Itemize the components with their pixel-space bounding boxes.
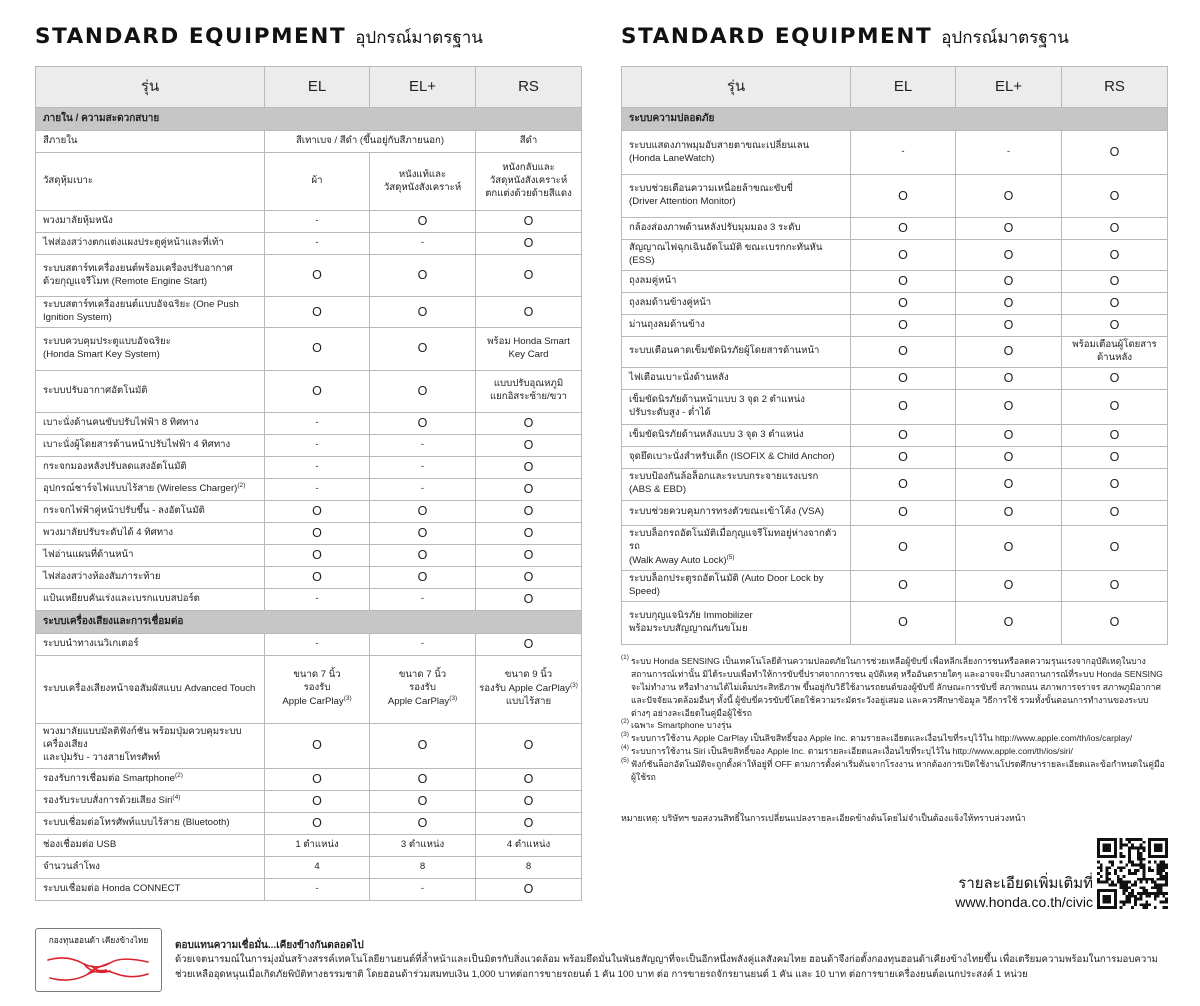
- table-row: [622, 292, 1168, 314]
- value-elplus: O: [370, 297, 476, 328]
- value-el: O: [851, 468, 956, 500]
- value-rs: O: [1062, 240, 1168, 271]
- value-rs: O: [476, 434, 582, 456]
- fund-text: [175, 939, 1175, 983]
- value-rs: O: [476, 566, 582, 588]
- table-row: [36, 255, 582, 297]
- value-elplus: O: [956, 367, 1062, 389]
- value-el: -: [265, 434, 370, 456]
- value-el: O: [851, 175, 956, 218]
- value-elplus: O: [370, 544, 476, 566]
- footnote-number: (1): [621, 654, 629, 661]
- value-elplus: -: [370, 233, 476, 255]
- feature-name: ระบบเครื่องเสียงหน้าจอสัมผัสแบบ Advanced Touch: [36, 655, 265, 723]
- table-row: [36, 153, 582, 211]
- table-row: [36, 723, 582, 768]
- value-el: O: [851, 336, 956, 367]
- heading-thai: อุปกรณ์มาตรฐาน: [355, 28, 483, 48]
- feature-name: ระบบนำทางเนวิเกเตอร์: [36, 633, 265, 655]
- table-row: [36, 500, 582, 522]
- value-elplus: O: [956, 446, 1062, 468]
- value-elplus: -: [370, 588, 476, 610]
- feature-name: รองรับการเชื่อมต่อ Smartphone$^{(2)}$: [36, 768, 265, 790]
- value-rs: แบบปรับอุณหภูมิ แยกอิสระซ้าย/ขวา: [476, 370, 582, 412]
- value-rs: O: [1062, 500, 1168, 525]
- table-row: [36, 588, 582, 610]
- table-row: [622, 218, 1168, 240]
- footnote-text: เฉพาะ Smartphone บางรุ่น: [631, 720, 732, 731]
- value-rs: พร้อม Honda Smart Key Card: [476, 327, 582, 370]
- footnote: [621, 719, 1167, 732]
- heading-english: STANDARD EQUIPMENT: [621, 24, 933, 49]
- value-rs: 4 ตำแหน่ง: [476, 834, 582, 856]
- value-rs: O: [476, 588, 582, 610]
- header-model: รุ่น: [36, 67, 265, 108]
- value-elplus: O: [956, 218, 1062, 240]
- feature-name: พวงมาลัยปรับระดับได้ 4 ทิศทาง: [36, 522, 265, 544]
- value-elplus: O: [370, 812, 476, 834]
- value-elplus: O: [370, 255, 476, 297]
- feature-name: อุปกรณ์ชาร์จไฟแบบไร้สาย (Wireless Charger)$^{(2)}$: [36, 478, 265, 500]
- left-spec-table: [35, 66, 582, 901]
- value-rs: O: [476, 233, 582, 255]
- value-el: O: [265, 327, 370, 370]
- value-el: O: [851, 389, 956, 424]
- value-elplus: ขนาด 7 นิ้ว รองรับ Apple CarPlay$^{(3)}$: [370, 655, 476, 723]
- header-model: รุ่น: [622, 67, 851, 108]
- value-elplus: -: [956, 131, 1062, 175]
- value-el: O: [265, 768, 370, 790]
- table-row: [36, 522, 582, 544]
- value-elplus: 3 ตำแหน่ง: [370, 834, 476, 856]
- value-el: O: [851, 500, 956, 525]
- value-el: O: [851, 270, 956, 292]
- logo-text: กองทุนฮอนด้า เคียงข้างไทย: [48, 935, 149, 945]
- feature-name: กล้องส่องภาพด้านหลังปรับมุมมอง 3 ระดับ: [622, 218, 851, 240]
- feature-name: พวงมาลัยหุ้มหนัง: [36, 211, 265, 233]
- feature-name: เบาะนั่งผู้โดยสารด้านหน้าปรับไฟฟ้า 4 ทิศทาง: [36, 434, 265, 456]
- feature-name: ช่องเชื่อมต่อ USB: [36, 834, 265, 856]
- table-row: [622, 525, 1168, 570]
- value-elplus: -: [370, 478, 476, 500]
- table-header-row: [36, 67, 582, 108]
- section-row: [622, 108, 1168, 131]
- feature-name: รองรับระบบสั่งการด้วยเสียง Siri$^{(4)}$: [36, 790, 265, 812]
- value-rs: หนังกลับและ วัสดุหนังสังเคราะห์ ตกแต่งด้วยด้ายสีแดง: [476, 153, 582, 211]
- value-el: 4: [265, 856, 370, 878]
- table-row: [622, 446, 1168, 468]
- header-elplus: EL+: [370, 67, 476, 108]
- value-elplus: O: [370, 412, 476, 434]
- value-el: O: [851, 240, 956, 271]
- value-elplus: O: [370, 566, 476, 588]
- value-elplus: O: [956, 314, 1062, 336]
- value-elplus: -: [370, 434, 476, 456]
- table-row: [36, 878, 582, 900]
- value-el: O: [851, 367, 956, 389]
- header-elplus: EL+: [956, 67, 1062, 108]
- value-el: -: [265, 878, 370, 900]
- value-el: O: [265, 500, 370, 522]
- table-row: [622, 468, 1168, 500]
- value-el: O: [851, 424, 956, 446]
- qr-code-icon[interactable]: [1097, 838, 1168, 909]
- table-row: [36, 456, 582, 478]
- value-rs: O: [1062, 292, 1168, 314]
- value-el: O: [851, 570, 956, 601]
- feature-name: ระบบเชื่อมต่อ Honda CONNECT: [36, 878, 265, 900]
- footnote-text: ระบบ Honda SENSING เป็นเทคโนโลยีด้านความปลอดภัยในการช่วยเหลือผู้ขับขี่ เพื่อหลีกเลี่ยงการชนหรือลดความรุนแรงจากอุบัติเหตุในบางสถานการณ์เท่านั้น มิได้ระบบเพื่อทำให้การขับขี่ปราศจากการชน อุบัติเหตุ หรืออันตรายใดๆ และอาจจะมีบางสถานการณ์ที่ระบบ Honda SENSING จะไม่ทำงาน หรือทำงานได้ไม่เต็มประสิทธิภาพ ขึ้นอยู่กับวิธีใช้งานรถยนต์ของผู้ขับขี่ ลักษณะการขับขี่ สภาพถนน สภาพการจราจร สภาพภูมิอากาศ และปัจจัยแวดล้อมอื่นๆ ทั้งนี้ ผู้ขับขี่ควรขับขี่โดยใช้ความระมัดระวังอยู่เสมอ และควรศึกษาข้อมูล วิธีการใช้ รวมทั้งขั้นตอนการทำงานของระบบต่างๆ อย่างละเอียดในคู่มือผู้ใช้รถ: [631, 656, 1163, 718]
- value-rs: สีดำ: [476, 131, 582, 153]
- feature-name: ระบบควบคุมประตูแบบอัจฉริยะ (Honda Smart Key System): [36, 327, 265, 370]
- feature-name: ระบบเตือนคาดเข็มขัดนิรภัยผู้โดยสารด้านหน้า: [622, 336, 851, 367]
- feature-name: ไฟส่องสว่างตกแต่งแผงประตูคู่หน้าและที่เท้า: [36, 233, 265, 255]
- feature-name: ระบบช่วยควบคุมการทรงตัวขณะเข้าโค้ง (VSA): [622, 500, 851, 525]
- value-elplus: O: [956, 500, 1062, 525]
- value-elplus: O: [956, 424, 1062, 446]
- header-rs: RS: [476, 67, 582, 108]
- value-el: -: [265, 412, 370, 434]
- value-el: O: [851, 292, 956, 314]
- value-el: O: [851, 525, 956, 570]
- section-row: [36, 108, 582, 131]
- value-el: O: [265, 370, 370, 412]
- footnote: [621, 732, 1167, 745]
- value-elplus: O: [956, 389, 1062, 424]
- table-row: [36, 544, 582, 566]
- table-row: [36, 856, 582, 878]
- right-table-body: [622, 108, 1168, 645]
- table-row: [622, 570, 1168, 601]
- value-el: -: [265, 456, 370, 478]
- table-row: [36, 412, 582, 434]
- header-rs: RS: [1062, 67, 1168, 108]
- value-el: O: [265, 566, 370, 588]
- remark: หมายเหตุ: บริษัทฯ ขอสงวนสิทธิ์ในการเปลี่ยนแปลงรายละเอียดข้างต้นโดยไม่จำเป็นต้องแจ้งให้ทราบล่วงหน้า: [621, 813, 1026, 823]
- feature-name: ระบบล็อกรถอัตโนมัติเมื่อกุญแจรีโมทอยู่ห่างจากตัวรถ (Walk Away Auto Lock)$^{(5)}$: [622, 525, 851, 570]
- value-el: ผ้า: [265, 153, 370, 211]
- value-rs: O: [476, 812, 582, 834]
- header-el: EL: [265, 67, 370, 108]
- left-table-body: [36, 108, 582, 901]
- value-rs: O: [1062, 570, 1168, 601]
- value-rs: O: [1062, 601, 1168, 644]
- feature-name: กระจกไฟฟ้าคู่หน้าปรับขึ้น - ลงอัตโนมัติ: [36, 500, 265, 522]
- value-rs: O: [1062, 525, 1168, 570]
- value-el: 1 ตำแหน่ง: [265, 834, 370, 856]
- value-elplus: -: [370, 456, 476, 478]
- value-rs: O: [476, 723, 582, 768]
- value-el: -: [265, 211, 370, 233]
- table-row: [36, 211, 582, 233]
- feature-name: จำนวนลำโพง: [36, 856, 265, 878]
- value-rs: O: [476, 544, 582, 566]
- value-el: O: [265, 297, 370, 328]
- feature-name: กระจกมองหลังปรับลดแสงอัตโนมัติ: [36, 456, 265, 478]
- table-row: [36, 790, 582, 812]
- table-row: [36, 370, 582, 412]
- table-row: [622, 175, 1168, 218]
- table-row: [36, 633, 582, 655]
- footnote-number: (2): [621, 718, 629, 726]
- value-el: O: [851, 218, 956, 240]
- value-el: -: [265, 633, 370, 655]
- honda-fund-logo: [35, 928, 162, 992]
- value-elplus: O: [370, 790, 476, 812]
- value-rs: O: [476, 878, 582, 900]
- footnote-number: (4): [621, 744, 629, 752]
- table-row: [622, 314, 1168, 336]
- feature-name: ระบบแสดงภาพมุมอับสายตาขณะเปลี่ยนเลน (Honda LaneWatch): [622, 131, 851, 175]
- table-row: [622, 367, 1168, 389]
- value-rs: O: [1062, 314, 1168, 336]
- footnote-number: (5): [621, 757, 629, 765]
- value-rs: O: [1062, 468, 1168, 500]
- section-title: ระบบเครื่องเสียงและการเชื่อมต่อ: [36, 610, 582, 633]
- feature-name: ระบบช่วยเตือนความเหนื่อยล้าขณะขับขี่ (Driver Attention Monitor): [622, 175, 851, 218]
- feature-name: ระบบป้องกันล้อล็อกและระบบกระจายแรงเบรก (ABS & EBD): [622, 468, 851, 500]
- value-elplus: O: [370, 327, 476, 370]
- value-rs: O: [476, 478, 582, 500]
- value-el: O: [851, 446, 956, 468]
- section-row: [36, 610, 582, 633]
- table-row: [36, 327, 582, 370]
- value-rs: O: [1062, 270, 1168, 292]
- left-heading: [35, 24, 581, 66]
- value-rs: O: [1062, 389, 1168, 424]
- value-rs: O: [1062, 446, 1168, 468]
- table-row: [36, 233, 582, 255]
- more-info: [955, 875, 1093, 911]
- value-elplus: O: [956, 336, 1062, 367]
- value-el: O: [851, 314, 956, 336]
- feature-name: ระบบสตาร์ทเครื่องยนต์พร้อมเครื่องปรับอากาศ ด้วยกุญแจรีโมท (Remote Engine Start): [36, 255, 265, 297]
- right-column: [621, 24, 1167, 645]
- value-rs: O: [476, 500, 582, 522]
- feature-name: จุดยึดเบาะนั่งสำหรับเด็ก (ISOFIX & Child Anchor): [622, 446, 851, 468]
- value-el: O: [265, 790, 370, 812]
- table-row: [622, 389, 1168, 424]
- value-elplus: O: [956, 601, 1062, 644]
- value-rs: O: [476, 297, 582, 328]
- value-elplus: O: [956, 468, 1062, 500]
- value-rs: O: [1062, 218, 1168, 240]
- feature-name: สีภายใน: [36, 131, 265, 153]
- table-row: [622, 601, 1168, 644]
- feature-name: แป้นเหยียบคันเร่งและเบรกแบบสปอร์ต: [36, 588, 265, 610]
- feature-name: ระบบเชื่อมต่อโทรศัพท์แบบไร้สาย (Bluetooth): [36, 812, 265, 834]
- right-spec-table: [621, 66, 1168, 645]
- value-rs: O: [476, 211, 582, 233]
- value-rs: O: [476, 522, 582, 544]
- table-row: [622, 131, 1168, 175]
- table-row: [36, 131, 582, 153]
- table-row: [36, 768, 582, 790]
- feature-name: ไฟส่องสว่างห้องสัมภาระท้าย: [36, 566, 265, 588]
- feature-name: ระบบกุญแจนิรภัย Immobilizer พร้อมระบบสัญญาณกันขโมย: [622, 601, 851, 644]
- value-rs: O: [476, 456, 582, 478]
- footnote-number: (3): [621, 731, 629, 739]
- table-row: [36, 297, 582, 328]
- heading-thai: อุปกรณ์มาตรฐาน: [941, 28, 1069, 48]
- value-rs: O: [476, 412, 582, 434]
- value-rs: O: [476, 790, 582, 812]
- value-rs: O: [476, 633, 582, 655]
- value-span: สีเทาเบจ / สีดำ (ขึ้นอยู่กับสีภายนอก): [265, 131, 476, 153]
- table-row: [36, 655, 582, 723]
- table-row: [36, 478, 582, 500]
- value-el: O: [265, 255, 370, 297]
- feature-name: วัสดุหุ้มเบาะ: [36, 153, 265, 211]
- footnote-text: ฟังก์ชันล็อกอัตโนมัติจะถูกตั้งค่าให้อยู่ที่ OFF ตามการตั้งค่าเริ่มต้นจากโรงงาน หากต้องการเปิดใช้งานโปรดศึกษารายละเอียดและข้อกำหนดในคู่มือผู้ใช้รถ: [631, 759, 1165, 783]
- section-title: ภายใน / ความสะดวกสบาย: [36, 108, 582, 131]
- value-rs: พร้อมเตือนผู้โดยสารด้านหลัง: [1062, 336, 1168, 367]
- feature-name: ถุงลมด้านข้างคู่หน้า: [622, 292, 851, 314]
- footnote: [621, 745, 1167, 758]
- value-elplus: O: [370, 500, 476, 522]
- value-elplus: O: [370, 723, 476, 768]
- value-elplus: O: [956, 270, 1062, 292]
- feature-name: เข็มขัดนิรภัยด้านหลังแบบ 3 จุด 3 ตำแหน่ง: [622, 424, 851, 446]
- value-elplus: -: [370, 633, 476, 655]
- value-elplus: O: [956, 570, 1062, 601]
- more-info-label: รายละเอียดเพิ่มเติมที่: [958, 875, 1093, 892]
- footnote: [621, 655, 1167, 719]
- feature-name: เบาะนั่งด้านคนขับปรับไฟฟ้า 8 ทิศทาง: [36, 412, 265, 434]
- value-el: O: [265, 812, 370, 834]
- feature-name: ไฟเตือนเบาะนั่งด้านหลัง: [622, 367, 851, 389]
- footnotes: [621, 655, 1167, 784]
- value-el: O: [265, 522, 370, 544]
- value-rs: O: [476, 768, 582, 790]
- table-row: [36, 812, 582, 834]
- value-elplus: O: [956, 240, 1062, 271]
- value-rs: O: [1062, 367, 1168, 389]
- value-elplus: O: [370, 370, 476, 412]
- table-row: [622, 270, 1168, 292]
- table-row: [36, 434, 582, 456]
- footnote: [621, 758, 1167, 784]
- value-el: -: [265, 233, 370, 255]
- value-elplus: 8: [370, 856, 476, 878]
- table-row: [622, 336, 1168, 367]
- value-el: -: [265, 588, 370, 610]
- feature-name: ถุงลมคู่หน้า: [622, 270, 851, 292]
- feature-name: ม่านถุงลมด้านข้าง: [622, 314, 851, 336]
- value-el: ขนาด 7 นิ้ว รองรับ Apple CarPlay$^{(3)}$: [265, 655, 370, 723]
- value-el: O: [265, 723, 370, 768]
- value-rs: O: [1062, 175, 1168, 218]
- table-row: [622, 500, 1168, 525]
- heading-english: STANDARD EQUIPMENT: [35, 24, 347, 49]
- fund-title: ตอบแทนความเชื่อมั่น...เคียงข้างกันตลอดไป: [175, 940, 364, 951]
- more-info-url[interactable]: www.honda.co.th/civic: [955, 894, 1093, 910]
- value-el: -: [265, 478, 370, 500]
- feature-name: ระบบสตาร์ทเครื่องยนต์แบบอัจฉริยะ (One Push Ignition System): [36, 297, 265, 328]
- value-elplus: O: [956, 525, 1062, 570]
- value-rs: ขนาด 9 นิ้ว รองรับ Apple CarPlay$^{(3)}$ แบบไร้สาย: [476, 655, 582, 723]
- value-el: O: [851, 601, 956, 644]
- value-el: O: [265, 544, 370, 566]
- feature-name: สัญญาณไฟฉุกเฉินอัตโนมัติ ขณะเบรกกะทันหัน (ESS): [622, 240, 851, 271]
- value-rs: 8: [476, 856, 582, 878]
- value-elplus: O: [370, 522, 476, 544]
- footnote-text: ระบบการใช้งาน Siri เป็นลิขสิทธิ์ของ Apple Inc. ตามรายละเอียดและเงื่อนไขที่ระบุไว้ใน http://www.apple.com/th/ios/siri/: [631, 746, 1073, 757]
- value-rs: O: [1062, 424, 1168, 446]
- table-header-row: [622, 67, 1168, 108]
- fund-body: ด้วยเจตนารมณ์ในการมุ่งมั่นสร้างสรรค์เทคโนโลยียานยนต์ที่ล้ำหน้าและเป็นมิตรกับสิ่งแวดล้อม พร้อมยึดมั่นในพันธสัญญาที่จะเป็นอีกหนึ่งพลังคู่แลสังคมไทย ฮอนด้าจึงก่อตั้งกองทุนฮอนด้าเคียงข้างไทยขึ้น เพื่อเตรียมความพร้อมในการมอบความช่วยเหลืออุดหนุนเมื่อเกิดภัยพิบัติทางธรรมชาติ โดยฮอนด้าร่วมสมทบเงิน 1,000 บาทต่อการขายรถยนต์ 1 คัน 100 บาท ต่อ การขายรถจักรยานยนต์ 1 คัน และ 10 บาท ต่อการขายเครื่องยนต์อเนกประสงค์ 1 หน่วย: [175, 954, 1158, 980]
- feature-name: ระบบปรับอากาศอัตโนมัติ: [36, 370, 265, 412]
- right-heading: [621, 24, 1167, 66]
- section-title: ระบบความปลอดภัย: [622, 108, 1168, 131]
- table-row: [36, 566, 582, 588]
- value-rs: O: [476, 255, 582, 297]
- table-row: [36, 834, 582, 856]
- handshake-icon: [44, 946, 154, 990]
- value-elplus: หนังแท้และ วัสดุหนังสังเคราะห์: [370, 153, 476, 211]
- value-elplus: O: [370, 768, 476, 790]
- table-row: [622, 424, 1168, 446]
- value-rs: O: [1062, 131, 1168, 175]
- feature-name: พวงมาลัยแบบมัลติฟังก์ชัน พร้อมปุ่มควบคุมระบบเครื่องเสียง และปุ่มรับ - วางสายโทรศัพท์: [36, 723, 265, 768]
- header-el: EL: [851, 67, 956, 108]
- footnote-text: ระบบการใช้งาน Apple CarPlay เป็นลิขสิทธิ์ของ Apple Inc. ตามรายละเอียดและเงื่อนไขที่ระบุไว้ใน http://www.apple.com/th/ios/carplay/: [631, 733, 1133, 744]
- left-column: [35, 24, 581, 901]
- value-elplus: -: [370, 878, 476, 900]
- value-elplus: O: [370, 211, 476, 233]
- value-el: -: [851, 131, 956, 175]
- table-row: [622, 240, 1168, 271]
- value-elplus: O: [956, 292, 1062, 314]
- feature-name: ระบบล็อกประตูรถอัตโนมัติ (Auto Door Lock by Speed): [622, 570, 851, 601]
- value-elplus: O: [956, 175, 1062, 218]
- feature-name: เข็มขัดนิรภัยด้านหน้าแบบ 3 จุด 2 ตำแหน่ง ปรับระดับสูง - ต่ำได้: [622, 389, 851, 424]
- feature-name: ไฟอ่านแผนที่ด้านหน้า: [36, 544, 265, 566]
